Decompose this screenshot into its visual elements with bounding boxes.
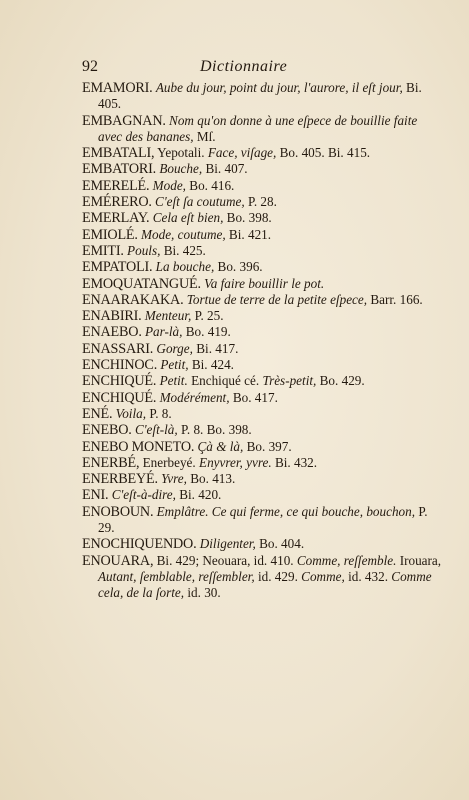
entry-definition: Face, viſage, [207,145,277,161]
dictionary-entry [82,341,444,357]
entry-headword: ENOCHIQUENDO. [82,536,197,553]
dictionary-entry [82,308,444,324]
entry-headword: EMÉRERO. [82,194,152,211]
entry-definition: Autant, ſemblable, reſſembler, [98,568,255,584]
entry-headword: EMERELÉ. [82,177,150,194]
dictionary-entry [82,439,444,455]
entry-reference: Bo. 417. [229,389,278,405]
entry-reference: id. 30. [184,585,221,601]
entry-reference: Irouara, [396,552,442,568]
entry-definition: Voila, [115,405,147,421]
entry-definition: Emplâtre. Ce qui ferme, ce qui bouche, bouchon, [156,503,416,519]
dictionary-entry [82,553,444,602]
dictionary-entry [82,373,444,389]
entry-headword: EMAMORI. [82,80,153,96]
dictionary-entry [82,406,444,422]
entry-headword: ENOBOUN. [82,503,154,520]
entry-reference: Bi. 425. [160,242,206,258]
entry-definition: Menteur, [144,308,192,324]
entry-headword: ENASSARI. [82,340,154,357]
entry-headword: EMPATOLI. [82,259,153,276]
entry-reference: Bo. 413. [186,471,236,487]
entry-reference: Bo. 396. [214,259,263,275]
page-number: 92 [82,58,98,75]
entry-definition: Très-petit, [262,373,317,389]
entry-definition: Petit. [159,373,188,389]
entry-reference: Bi. 417. [192,340,239,356]
dictionary-entry [82,422,444,438]
entry-definition: Nom qu'on donne à une eſpece de bouillie faite avec des bananes, [98,112,418,144]
dictionary-entry [82,145,444,161]
entry-headword: ENCHIQUÉ. [82,373,157,390]
entry-reference: Mſ. [193,128,216,144]
entry-headword: EMITI. [82,242,124,259]
entry-reference: Bi. 424. [188,357,234,373]
entry-definition: Tortue de terre de la petite eſpece, [186,291,368,307]
entry-definition: C'eſt ſa coutume, [155,194,245,210]
dictionary-entry [82,471,444,487]
entry-reference: P. 8. Bo. 398. [177,422,252,438]
dictionary-entry [82,210,444,226]
entry-headword: EMBAGNAN. [82,112,166,129]
entry-definition: Bouche, [159,161,203,177]
entry-definition: Mode, coutume, [141,226,226,242]
dictionary-entry [82,259,444,275]
entry-definition: Comme, [301,568,345,584]
entry-definition: Modérément, [159,389,230,405]
entry-definition: Comme, reſſemble. [296,552,397,568]
entry-headword: ENAARAKAKA. [82,291,184,308]
entry-reference: Enchiqué cé. [187,373,263,389]
dictionary-entry [82,455,444,471]
entry-definition: Cela eſt bien, [152,210,224,226]
dictionary-entry [82,536,444,552]
entry-reference: Yepotali. [157,145,208,161]
entry-definition: Diligenter, [199,536,256,552]
entry-reference: Bo. 429. [316,373,365,389]
entry-reference: Bo. 405. Bi. 415. [276,145,371,161]
entry-headword: ENEBO MONETO. [82,438,195,455]
dictionary-entry [82,80,444,113]
entry-definition: Gorge, [156,340,193,356]
entry-reference: Bi. 432. [271,454,318,470]
entry-definition: Çà & là, [197,438,244,454]
dictionary-entries [82,80,444,602]
dictionary-entry [82,487,444,503]
entry-reference: P. 25. [191,308,224,324]
entry-reference: P. 29. [98,503,428,536]
entry-reference: Enerbeyé. [142,454,200,470]
entry-headword: ENEBO. [82,422,132,439]
dictionary-entry [82,161,444,177]
entry-headword: EMBATORI. [82,161,157,178]
entry-headword: ENERBEYÉ. [82,471,158,488]
entry-definition: Yvre, [161,471,187,487]
running-title: Dictionnaire [200,58,288,75]
entry-reference: P. 28. [244,194,277,210]
page-header [82,58,427,80]
entry-reference: Bo. 398. [223,210,272,226]
entry-headword: ENABIRI. [82,308,142,325]
entry-headword: EMERLAY. [82,210,150,227]
entry-definition: Par-là, [144,324,183,340]
entry-reference: Bo. 419. [182,324,231,340]
dictionary-entry [82,292,444,308]
dictionary-entry [82,390,444,406]
entry-definition: Comme cela, de la ſorte, [98,568,432,601]
entry-definition: C'eſt-là, [134,422,178,438]
dictionary-entry [82,178,444,194]
entry-headword: ENÉ. [82,405,113,422]
entry-headword: ENCHINOC. [82,357,158,374]
entry-headword: EMBATALI, [82,145,155,162]
dictionary-entry [82,113,444,146]
entry-reference: Barr. 166. [367,291,423,307]
entry-headword: ENAEBO. [82,324,142,341]
dictionary-entry [82,324,444,340]
entry-reference: P. 8. [146,405,172,421]
entry-definition: Mode, [152,177,186,193]
entry-reference: Bi. 421. [225,226,272,242]
dictionary-entry [82,276,444,292]
entry-reference: id. 429. [254,568,302,584]
dictionary-entry [82,243,444,259]
dictionary-entry [82,504,444,537]
entry-definition: Aube du jour, point du jour, l'aurore, il eſt jour, [155,80,403,95]
entry-definition: Petit, [160,357,189,373]
entry-headword: EMIOLÉ. [82,226,138,243]
entry-definition: Va faire bouillir le pot. [204,275,325,291]
entry-reference: Bi. 429; Neouara, id. 410. [156,552,297,568]
entry-reference: Bi. 407. [202,161,248,177]
entry-headword: ENI. [82,487,109,504]
entry-headword: ENOUARA, [82,552,154,569]
entry-headword: ENERBÉ, [82,454,140,471]
entry-reference: Bi. 420. [175,487,222,503]
entry-reference: Bo. 404. [255,536,305,552]
entry-definition: Pouls, [127,242,161,258]
entry-reference: Bo. 397. [243,438,292,454]
entry-definition: La bouche, [155,259,215,275]
entry-reference: id. 432. [344,568,392,584]
entry-headword: EMOQUATANGUÉ. [82,275,201,292]
dictionary-entry [82,227,444,243]
entry-reference: Bi. 405. [98,80,422,112]
entry-headword: ENCHIQUÉ. [82,389,157,406]
entry-definition: Enyvrer, yvre. [199,454,272,470]
entry-definition: C'eſt-à-dire, [111,487,176,503]
dictionary-entry [82,357,444,373]
entry-reference: Bo. 416. [185,177,235,193]
dictionary-entry [82,194,444,210]
